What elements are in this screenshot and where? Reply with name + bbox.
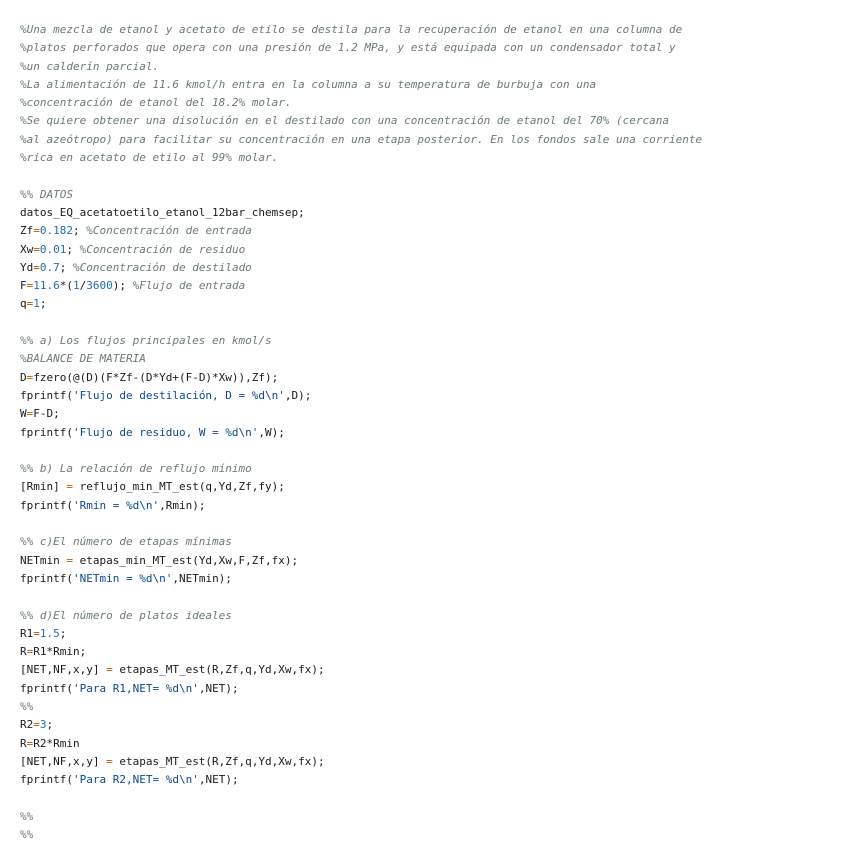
code-token-code: fprintf( (20, 425, 73, 439)
code-line (20, 112, 848, 130)
code-line (20, 661, 848, 679)
code-token-string: 'Para R1,NET= %d\n' (72, 681, 199, 695)
code-line (20, 259, 848, 277)
code-token-op: = (26, 736, 34, 750)
code-token-code: [NET,NF,x,y] (20, 754, 107, 768)
code-token-code: R (20, 645, 27, 659)
code-token-comment: %Se quiere obtener una disolución en el destilado con una concentración de etanol del 70% (cercana (20, 114, 670, 128)
code-line (20, 698, 848, 716)
code-line (20, 515, 848, 533)
code-line (20, 405, 848, 423)
code-token-code: R1 (20, 626, 34, 640)
code-token-code: etapas_min_MT_est(Yd,Xw,F,Zf,fx); (72, 553, 299, 567)
code-line (20, 460, 848, 478)
code-token-code: F (20, 279, 27, 293)
code-token-code: W (20, 407, 27, 421)
code-line (20, 167, 848, 185)
code-token-comment: %% (20, 828, 34, 842)
code-line (20, 771, 848, 789)
code-token-op: = (33, 242, 40, 256)
code-token-code: ; (59, 626, 67, 640)
code-token-string: 'Flujo de residuo, W = %d\n' (72, 425, 259, 439)
code-line (20, 735, 848, 753)
code-token-comment: %un calderín parcial. (20, 59, 160, 73)
code-token-code: R2 (20, 718, 34, 732)
code-token-code: fprintf( (20, 681, 73, 695)
code-token-comment: %% DATOS (20, 187, 73, 201)
code-line (20, 58, 848, 76)
code-token-code: ; (39, 297, 47, 311)
code-token-op: = (26, 407, 34, 421)
code-line (20, 350, 848, 368)
code-token-code: datos_EQ_acetatoetilo_etanol_12bar_chemsep; (20, 205, 305, 219)
code-line (20, 222, 848, 240)
code-line (20, 39, 848, 57)
code-token-code: ,NET); (198, 681, 239, 695)
code-line (20, 131, 848, 149)
code-token-number: 0.182 (39, 224, 73, 238)
code-token-code: F-D; (33, 407, 60, 421)
code-token-code: Xw (20, 242, 34, 256)
code-token-comment: %% (20, 699, 34, 713)
code-line (20, 789, 848, 807)
code-line (20, 424, 848, 442)
code-token-string: 'Para R2,NET= %d\n' (72, 773, 199, 787)
code-line (20, 552, 848, 570)
code-token-code: ,D); (284, 388, 312, 402)
code-token-code: ; (46, 718, 54, 732)
code-line (20, 753, 848, 771)
code-token-code: / (79, 279, 87, 293)
code-token-code: Yd (20, 260, 34, 274)
code-line (20, 204, 848, 222)
code-token-number: 0.01 (39, 242, 67, 256)
code-line (20, 21, 848, 39)
code-token-code: q (20, 297, 27, 311)
code-token-code: etapas_MT_est(R,Zf,q,Yd,Xw,fx); (112, 663, 325, 677)
code-token-number: 1.5 (39, 626, 60, 640)
code-line (20, 277, 848, 295)
code-token-code: etapas_MT_est(R,Zf,q,Yd,Xw,fx); (112, 754, 325, 768)
code-token-comment: %% c)El número de etapas mínimas (20, 535, 232, 549)
code-line (20, 186, 848, 204)
code-token-code: fprintf( (20, 498, 73, 512)
code-token-comment: %% a) Los flujos principales en kmol/s (20, 334, 272, 348)
code-line (20, 149, 848, 167)
code-line (20, 533, 848, 551)
code-token-comment: %al azeótropo) para facilitar su concentración en una etapa posterior. En los fondos sale una corriente (20, 132, 703, 146)
code-token-string: 'NETmin = %d\n' (72, 571, 173, 585)
code-token-comment: %Concentración de entrada (86, 224, 252, 238)
code-line (20, 497, 848, 515)
code-token-code: Zf (20, 224, 34, 238)
code-token-op: = (33, 224, 40, 238)
code-token-number: 11.6 (33, 279, 60, 293)
code-token-op: = (26, 645, 34, 659)
code-token-comment: %% (20, 809, 34, 823)
code-token-string: 'Rmin = %d\n' (72, 498, 160, 512)
code-token-op: = (33, 718, 40, 732)
code-line (20, 241, 848, 259)
code-line (20, 332, 848, 350)
code-line (20, 588, 848, 606)
code-token-code: [Rmin] (20, 480, 67, 494)
code-token-code: fprintf( (20, 571, 73, 585)
code-token-comment: %La alimentación de 11.6 kmol/h entra en la columna a su temperatura de burbuja con una (20, 77, 597, 91)
code-line (20, 387, 848, 405)
code-line (20, 369, 848, 387)
code-token-comment: %platos perforados que opera con una presión de 1.2 MPa, y está equipada con un condensador total y (20, 41, 676, 55)
code-token-op: = (26, 297, 34, 311)
code-token-code: reflujo_min_MT_est(q,Yd,Zf,fy); (72, 480, 285, 494)
code-token-code: fzero(@(D)(F*Zf-(D*Yd+(F-D)*Xw)),Zf); (33, 370, 279, 384)
code-line (20, 314, 848, 332)
code-token-comment: %Una mezcla de etanol y acetato de etilo se destila para la recuperación de etanol en una columna de (20, 23, 683, 36)
code-token-number: 1 (33, 297, 40, 311)
code-token-string: 'Flujo de destilación, D = %d\n' (72, 388, 285, 402)
code-token-op: = (106, 754, 113, 768)
code-token-comment: %Concentración de destilado (73, 260, 252, 274)
code-token-number: 0.7 (39, 260, 60, 274)
code-line (20, 716, 848, 734)
code-token-comment: %Concentración de residuo (79, 242, 246, 256)
code-token-number: 3600 (86, 279, 113, 293)
code-token-op: = (66, 553, 73, 567)
code-token-code: ,NET); (198, 773, 239, 787)
code-line (20, 643, 848, 661)
code-line (20, 295, 848, 313)
code-token-code: ); (112, 279, 133, 293)
code-editor[interactable] (20, 21, 848, 844)
code-token-number: 3 (39, 718, 47, 732)
code-token-code: R2*Rmin (33, 736, 80, 750)
code-token-code: R1*Rmin; (33, 645, 87, 659)
code-line (20, 607, 848, 625)
code-token-op: = (106, 663, 113, 677)
code-line (20, 442, 848, 460)
code-token-comment: %BALANCE DE MATERIA (20, 352, 146, 366)
code-token-comment: %% d)El número de platos ideales (20, 608, 232, 622)
code-token-code: [NET,NF,x,y] (20, 663, 107, 677)
code-token-number: 1 (73, 279, 80, 293)
code-token-comment: %rica en acetato de etilo al 99% molar. (20, 151, 279, 165)
code-line (20, 625, 848, 643)
code-token-code: ,NETmin); (172, 571, 232, 585)
code-token-code: ; (66, 242, 80, 256)
code-line (20, 94, 848, 112)
code-token-op: = (26, 279, 34, 293)
code-token-code: ; (59, 260, 73, 274)
code-token-code: ; (73, 224, 87, 238)
code-token-code: R (20, 736, 27, 750)
code-line (20, 478, 848, 496)
code-token-comment: %Flujo de entrada (132, 279, 246, 293)
code-token-code: NETmin (20, 553, 67, 567)
code-token-code: ,Rmin); (159, 498, 206, 512)
code-line (20, 570, 848, 588)
code-line (20, 826, 848, 844)
code-token-comment: %concentración de etanol del 18.2% molar. (20, 96, 292, 110)
code-token-comment: %% b) La relación de reflujo mínimo (20, 462, 252, 476)
code-line (20, 808, 848, 826)
code-token-op: = (26, 370, 34, 384)
code-token-code: ,W); (258, 425, 285, 439)
code-token-op: = (66, 480, 73, 494)
code-line (20, 680, 848, 698)
code-token-op: = (33, 260, 40, 274)
code-token-code: fprintf( (20, 773, 73, 787)
code-token-op: = (33, 626, 40, 640)
code-token-code: fprintf( (20, 388, 73, 402)
code-token-code: D (20, 370, 27, 384)
code-line (20, 76, 848, 94)
code-token-code: *( (59, 279, 73, 293)
